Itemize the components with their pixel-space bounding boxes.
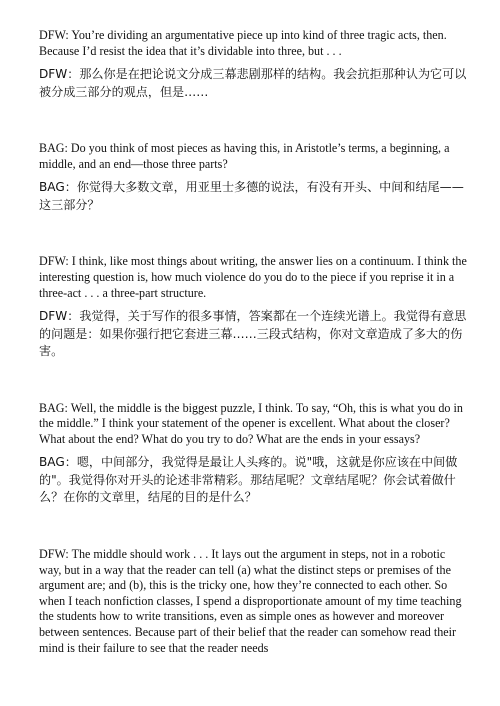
paragraph-dfw-1-en: DFW: You’re dividing an argumentative piece up into kind of three tragic acts, then. Because I’d resist the idea that it’s dividable into three, but . . .: [39, 28, 447, 58]
paragraph-bag-2-zh: BAG：嗯，中间部分，我觉得是最让人头疼的。说"哦，这就是你应该在中间做的"。我觉得你对开头的论述非常精彩。那结尾呢？文章结尾呢？你会试着做什么？在你的文章里，结尾的目的是什么？: [39, 455, 458, 505]
paragraph-bag-1-zh: BAG：你觉得大多数文章，用亚里士多德的说法，有没有开头、中间和结尾——这三部分？: [39, 180, 464, 212]
document-page: [39, 28, 469, 656]
paragraph-bag-1-en: BAG: Do you think of most pieces as having this, in Aristotle’s terms, a beginning, a middle, and an end—those three parts?: [39, 141, 450, 171]
paragraph-dfw-3-en: DFW: The middle should work . . . It lays out the argument in steps, not in a robotic way, but in a way that the reader can tell (a) what the distinct steps or premises of the argument are; and (b), this is the tricky one, how they’re connected to each other. So when I teach nonfiction classes, I spend a disproportionate amount of my time teaching the students how to write transitions, even as simple ones as however and moreover between sentences. Because part of their belief that the reader can somehow read their mind is their failure to see that the reader needs: [39, 546, 462, 655]
paragraph-dfw-2-en: DFW: I think, like most things about writing, the answer lies on a continuum. I think the interesting question is, how much violence do you do to the piece if you reprise it in a three-act . . . a three-part structure.: [39, 254, 467, 300]
paragraph-dfw-1-zh: DFW：那么你是在把论说文分成三幕悲剧那样的结构。我会抗拒那种认为它可以被分成三部分的观点，但是……: [39, 67, 467, 99]
paragraph-dfw-2-zh: DFW：我觉得，关于写作的很多事情，答案都在一个连续光谱上。我觉得有意思的问题是：如果你强行把它套进三幕……三段式结构，你对文章造成了多大的伤害。: [39, 309, 467, 359]
paragraph-bag-2-en: BAG: Well, the middle is the biggest puzzle, I think. To say, “Oh, this is what you do in the middle.” I think your statement of the opener is excellent. What about the closer? What about the end? What do you try to do? What are the ends in your essays?: [39, 400, 463, 446]
